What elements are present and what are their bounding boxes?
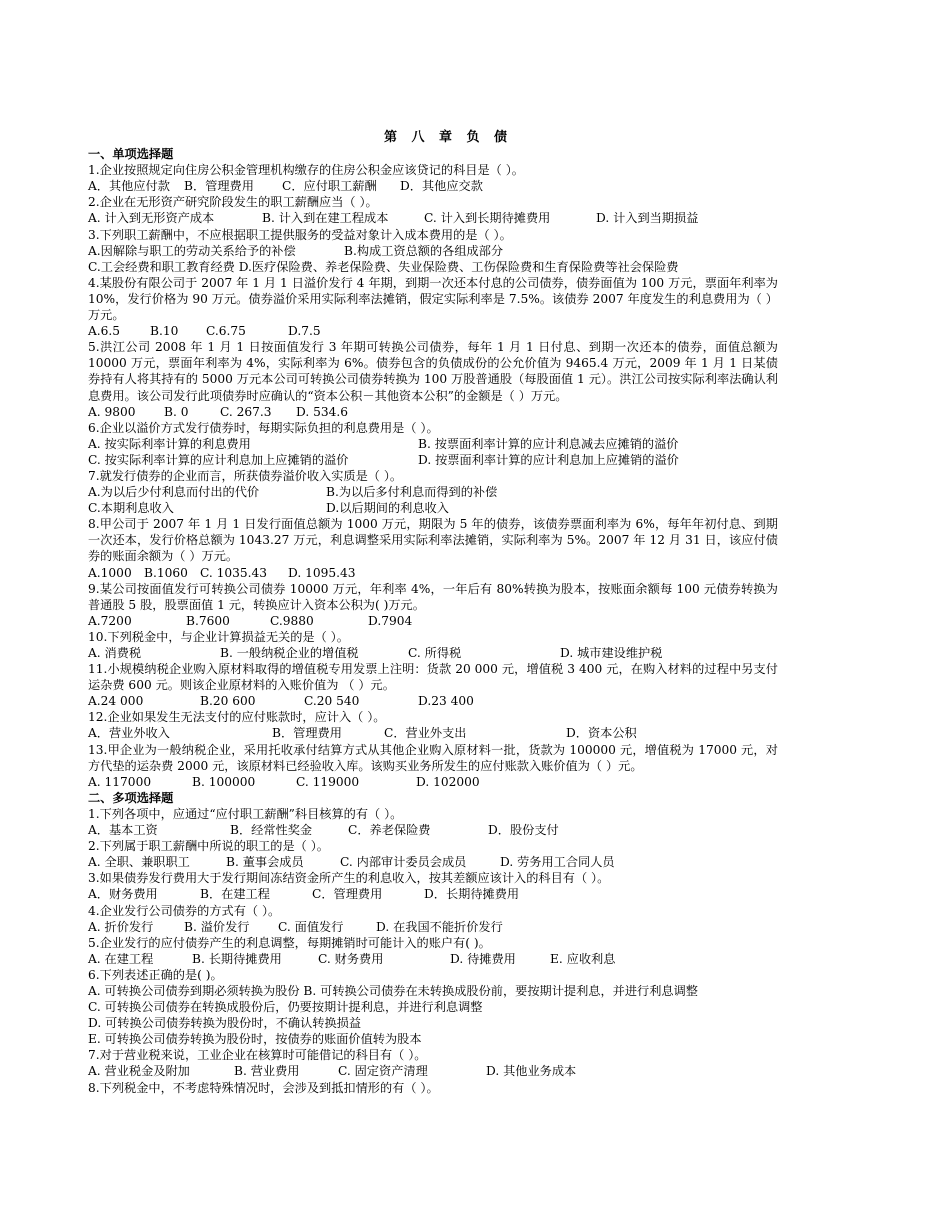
option: C. 计入到长期待摊费用 (424, 211, 551, 226)
question: 1.下列各项中，应通过“应付职工薪酬”科目核算的有（ ）。 (88, 806, 403, 821)
options-row (88, 645, 778, 661)
option: E. 可转换公司债券转换为股份时，按债券的账面价值转为股本 (88, 1032, 422, 1047)
option: E. 应收利息 (550, 951, 616, 966)
options-row (88, 436, 778, 452)
option: B.7600 (186, 613, 230, 628)
options-row (88, 613, 778, 629)
option: D. 其他业务成本 (486, 1064, 577, 1079)
option: B. 按票面利率计算的应计利息减去应摊销的溢价 (418, 436, 679, 451)
option: D．长期待摊费用 (424, 887, 520, 902)
option: C.6.75 (206, 324, 246, 339)
option: C. 119000 (296, 774, 360, 789)
option: B. 0 (164, 404, 189, 419)
option: D.7904 (368, 613, 413, 628)
option: B. 长期待摊费用 (192, 951, 282, 966)
option: A.因解除与职工的劳动关系给予的补偿 (88, 243, 296, 258)
option: A. 计入到无形资产成本 (88, 211, 215, 226)
option: C. 按实际利率计算的应计利息加上应摊销的溢价 (88, 452, 349, 467)
option: C. 1035.43 (200, 565, 268, 580)
option: C．管理费用 (312, 887, 383, 902)
option: D．股份支付 (488, 823, 559, 838)
question: 8.甲公司于 2007 年 1 月 1 日发行面值总额为 1000 万元，期限为 5 年的债券，该债券票面利率为 6%，每年年初付息、到期一次还本，发行价格总额为 1043.27 万元，利息调整采用实际利率法摊销，实际利率为 5%。2007 年 12 月 31 日，该应付债券的账面余额为（ ）万元。 (88, 517, 778, 564)
question: 5.洪江公司 2008 年 1 月 1 日按面值发行 3 年期可转换公司债券，每年 1 月 1 日付息、到期一次还本的债券，面值总额为 10000 万元，票面年利率为 4%，实际利率为 6%。债券包含的负债成份的公允价值为 9465.4 万元，2009 年 1 月 1 日某债券持有人将其持有的 5000 万元本公司可转换公司债券转换为 100 万股普通股（每股面值 1 元）。洪江公司按实际利率法确认利息费用。该公司发行此项债券时应确认的“资本公积－其他资本公积”的金额是（ ）万元。 (88, 340, 778, 403)
options-row (88, 951, 778, 967)
option: A. 9800 (88, 404, 136, 419)
option: A.6.5 (88, 324, 121, 339)
options-row (88, 452, 778, 468)
question: 5.企业发行的应付债券产生的利息调整，每期摊销时可能计入的账户有( )。 (88, 935, 491, 950)
options-row (88, 774, 778, 790)
option: D. 102000 (416, 774, 480, 789)
options-row (88, 210, 778, 226)
option: C.9880 (270, 613, 314, 628)
option: C.20 540 (304, 694, 360, 709)
option: A.1000 (88, 565, 132, 580)
option: C. 面值发行 (278, 919, 344, 934)
question: 3.下列职工薪酬中，不应根据职工提供服务的受益对象计入成本费用的是（ ）。 (88, 227, 512, 242)
option: B.1060 (144, 565, 188, 580)
question: 10.下列税金中，与企业计算损益无关的是（ ）。 (88, 629, 349, 644)
question: 8.下列税金中，不考虑特殊情况时，会涉及到抵扣情形的有（ ）。 (88, 1080, 439, 1095)
option: D. 计入到当期损益 (596, 211, 699, 226)
option: C. 财务费用 (318, 951, 384, 966)
question: 4.企业发行公司债券的方式有（ ）。 (88, 903, 281, 918)
option: D. 城市建设维护税 (560, 646, 663, 660)
options-row (88, 693, 778, 709)
section-heading-single-choice: 一、单项选择题 (88, 147, 174, 162)
option: B.为以后多付利息而得到的补偿 (326, 485, 498, 500)
option: A.24 000 (88, 694, 144, 709)
options-row (88, 725, 778, 741)
option: B．管理费用 (272, 726, 342, 741)
option: B.10 (150, 324, 179, 339)
option: D．其他应交款 (400, 179, 483, 194)
option: C.本期利息收入 (88, 501, 174, 516)
option: D. 在我国不能折价发行 (376, 919, 503, 934)
option: C. 267.3 (220, 404, 272, 419)
options-row (88, 404, 778, 420)
option: A.7200 (88, 613, 132, 628)
option: D.23 400 (418, 694, 474, 709)
section-heading-multiple-choice: 二、多项选择题 (88, 790, 174, 805)
option: A．财务费用 (88, 887, 158, 902)
option: A．基本工资 (88, 823, 158, 838)
question: 4.某股份有限公司于 2007 年 1 月 1 日溢价发行 4 年期，到期一次还本付息的公司债券，债券面值为 100 万元，票面年利率为 10%，发行价格为 90 万元。债券溢价采用实际利率法摊销，假定实际利率是 7.5%。该债券 2007 年度发生的利息费用为（ ）万元。 (88, 275, 778, 323)
option: B.构成工资总额的各组成部分 (344, 243, 504, 258)
option: D. 劳务用工合同人员 (500, 855, 615, 870)
options-row (88, 178, 778, 194)
option: D.以后期间的利息收入 (326, 501, 449, 516)
options-row (88, 323, 778, 339)
options-row (88, 500, 778, 516)
option: A. 全职、兼职职工 (88, 855, 190, 870)
question: 12.企业如果发生无法支付的应付账款时，应计入（ ）。 (88, 710, 386, 725)
options-line: C.工会经费和职工教育经费 D.医疗保险费、养老保险费、失业保险费、工伤保险费和生育保险费等社会保险费 (88, 259, 679, 274)
question: 9.某公司按面值发行可转换公司债券 10000 万元，年利率 4%，一年后有 80%转换为股本，按账面余额每 100 元债券转换为普通股 5 股，股票面值 1 元，转换应计入资本公积为( )万元。 (88, 581, 778, 612)
option: B. 溢价发行 (184, 919, 250, 934)
option: B. 营业费用 (234, 1064, 300, 1079)
option: A. 消费税 (88, 646, 142, 660)
question: 3.如果债券发行费用大于发行期间冻结资金所产生的利息收入，按其差额应该计入的科目有（ ）。 (88, 871, 610, 886)
option: B．管理费用 (184, 179, 254, 194)
option: C. 固定资产清理 (338, 1064, 428, 1079)
option: A.为以后少付利息而付出的代价 (88, 485, 260, 500)
question: 6.企业以溢价方式发行债券时，每期实际负担的利息费用是（ ）。 (88, 420, 439, 435)
option: B. 一般纳税企业的增值税 (220, 646, 359, 660)
option: D. 534.6 (296, 404, 348, 419)
question: 6.下列表述正确的是( )。 (88, 967, 223, 982)
question: 2.企业在无形资产研究阶段发生的职工薪酬应当（ ）。 (88, 195, 378, 210)
chapter-title: 第 八 章 负 债 (383, 130, 513, 145)
option: B. 计入到在建工程成本 (262, 211, 389, 226)
question: 2.下列属于职工薪酬中所说的职工的是（ ）。 (88, 839, 329, 854)
option: D．资本公积 (566, 726, 637, 741)
option: A. 营业税金及附加 (88, 1064, 190, 1079)
option: C. 所得税 (408, 646, 462, 660)
option: C．应付职工薪酬 (282, 179, 377, 194)
option: A. 折价发行 (88, 919, 154, 934)
option: A. 按实际利率计算的利息费用 (88, 436, 251, 451)
options-row (88, 243, 778, 259)
option: A. 可转换公司债券到期必须转换为股份 B. 可转换公司债券在未转换成股份前，要按期计提利息，并进行利息调整 (88, 983, 698, 998)
question: 7.就发行债券的企业而言，所获债券溢价收入实质是（ ）。 (88, 468, 403, 483)
option: A．营业外收入 (88, 726, 170, 741)
option: A. 117000 (88, 774, 152, 789)
options-row (88, 484, 778, 500)
question: 1.企业按照规定向住房公积金管理机构缴存的住房公积金应该贷记的科目是（ ）。 (88, 163, 524, 178)
options-row (88, 919, 778, 935)
option: D. 可转换公司债券转换为股份时，不确认转换损益 (88, 1016, 362, 1031)
option: C．养老保险费 (348, 823, 431, 838)
option: B. 董事会成员 (226, 855, 304, 870)
option: B．在建工程 (200, 887, 270, 902)
options-row (88, 854, 778, 870)
option: C. 内部审计委员会成员 (340, 855, 467, 870)
question: 7.对于营业税来说，工业企业在核算时可能借记的科目有（ ）。 (88, 1048, 427, 1063)
option: D. 待摊费用 (450, 951, 516, 966)
option: C．营业外支出 (384, 726, 467, 741)
option: B.20 600 (200, 694, 256, 709)
option: A．其他应付款 (88, 179, 170, 194)
option: B. 100000 (192, 774, 256, 789)
options-row (88, 1063, 778, 1079)
options-row (88, 565, 778, 581)
options-row (88, 822, 778, 838)
option: D.7.5 (288, 324, 321, 339)
option: D. 按票面利率计算的应计利息加上应摊销的溢价 (418, 452, 679, 467)
question: 11.小规模纳税企业购入原材料取得的增值税专用发票上注明：货款 20 000 元，增值税 3 400 元，在购入材料的过程中另支付运杂费 600 元。则该企业原材料的入账价值为 （ ）元。 (88, 662, 778, 693)
option: C. 可转换公司债券在转换成股份后，仍要按期计提利息，并进行利息调整 (88, 1000, 483, 1015)
document-page (88, 130, 778, 1096)
question: 13.甲企业为一般纳税企业，采用托收承付结算方式从其他企业购入原材料一批，货款为 100000 元，增值税为 17000 元，对方代垫的运杂费 2000 元，该原材料已经验收入库。该购买业务所发生的应付账款入账价值为（ ）元。 (88, 742, 778, 773)
option: D. 1095.43 (288, 565, 356, 580)
option: A. 在建工程 (88, 951, 154, 966)
option: B．经常性奖金 (230, 823, 313, 838)
options-row (88, 886, 778, 902)
